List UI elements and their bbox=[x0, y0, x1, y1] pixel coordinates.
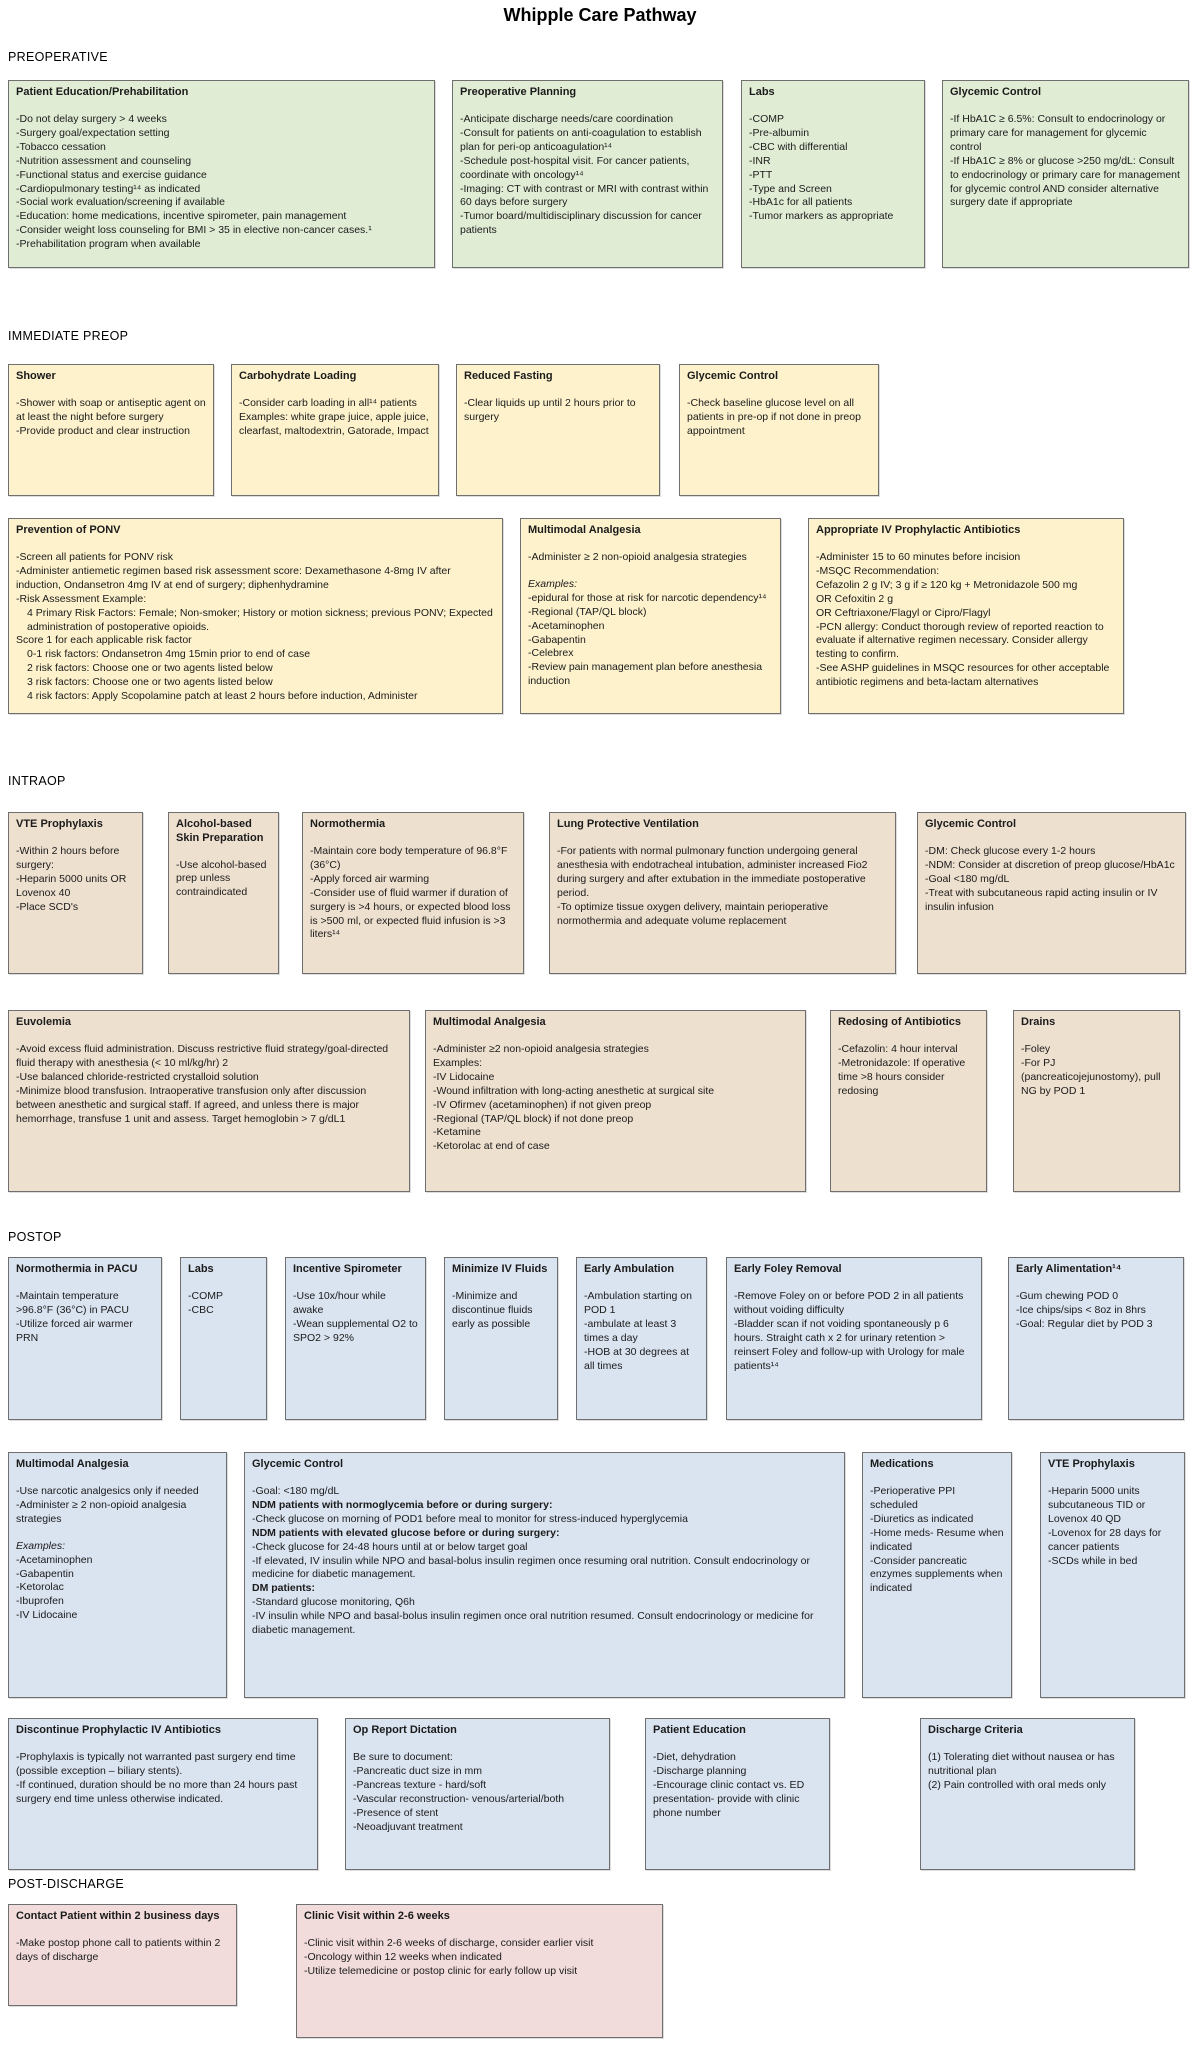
box-title: VTE Prophylaxis bbox=[16, 818, 103, 830]
box-body bbox=[460, 113, 715, 239]
box-line: -Schedule post-hospital visit. For cancer patients, coordinate with oncology¹⁴ bbox=[460, 154, 690, 181]
box-line: -ambulate at least 3 times a day bbox=[584, 1317, 677, 1344]
box-line: -IV Lidocaine bbox=[433, 1070, 495, 1083]
box-line: -Metronidazole: If operative time >8 hours consider redosing bbox=[838, 1056, 966, 1097]
box-body bbox=[687, 397, 871, 439]
box-body bbox=[925, 845, 1178, 915]
box-preoperative-glycemic-control bbox=[942, 80, 1189, 268]
box-title: Medications bbox=[870, 1458, 934, 1470]
box-line: -Celebrex bbox=[528, 647, 574, 660]
box-line: -Utilize telemedicine or postop clinic for early follow up visit bbox=[304, 1964, 578, 1977]
box-postop-minimize-iv-fluids bbox=[444, 1257, 558, 1420]
box-line: -Review pain management plan before anesthesia induction bbox=[528, 661, 763, 688]
box-line: -Treat with subcutaneous rapid acting insulin or IV insulin infusion bbox=[925, 886, 1158, 913]
box-line: Cefazolin 2 g IV; 3 g if ≥ 120 kg + Metronidazole 500 mg bbox=[816, 578, 1078, 591]
box-body bbox=[304, 1937, 655, 1979]
box-body bbox=[950, 113, 1181, 211]
box-line: -Imaging: CT with contrast or MRI with contrast within 60 days before surgery bbox=[460, 182, 709, 209]
box-line: -If continued, duration should be no more than 24 hours past surgery end time unless otherwise indicated. bbox=[16, 1778, 298, 1805]
box-line: -To optimize tissue oxygen delivery, maintain perioperative normothermia and adequate volume replacement bbox=[557, 900, 829, 927]
box-line: -Acetaminophen bbox=[528, 619, 605, 632]
box-body bbox=[16, 397, 206, 439]
box-line: -Consider use of fluid warmer if duration of surgery is >4 hours, or expected blood loss is >500 ml, or expected fluid infusion is >3 liters¹⁴ bbox=[310, 886, 511, 941]
box-line: -Ketamine bbox=[433, 1126, 481, 1139]
box-line: -Tumor board/multidisciplinary discussion for cancer patients bbox=[460, 210, 702, 237]
box-line: -Perioperative PPI scheduled bbox=[870, 1484, 956, 1511]
box-line: -If elevated, IV insulin while NPO and basal-bolus insulin regimen once resuming oral nutrition. Consult endocrinology or medicine for diabetic management. bbox=[252, 1554, 810, 1581]
box-body bbox=[749, 113, 917, 225]
box-title: Preoperative Planning bbox=[460, 86, 577, 98]
box-intraop-alcohol-based-skin-preparation bbox=[168, 812, 279, 974]
box-line: -Avoid excess fluid administration. Discuss restrictive fluid strategy/goal-directed fluid therapy with anesthesia (< 10 ml/kg/hr) 2 bbox=[16, 1042, 389, 1069]
box-line: -Cefazolin: 4 hour interval bbox=[838, 1042, 958, 1055]
box-line: -Shower with soap or antiseptic agent on at least the night before surgery bbox=[16, 396, 206, 423]
box-body bbox=[584, 1290, 699, 1374]
box-title: Shower bbox=[16, 370, 56, 382]
box-preoperative-labs bbox=[741, 80, 925, 268]
box-line: -Discharge planning bbox=[653, 1764, 747, 1777]
box-body bbox=[1016, 1290, 1176, 1332]
box-line: Be sure to document: bbox=[353, 1750, 453, 1763]
box-line: -Neoadjuvant treatment bbox=[353, 1820, 463, 1833]
box-line: -Lovenox for 28 days for cancer patients bbox=[1048, 1526, 1162, 1553]
section-label-post-discharge: POST-DISCHARGE bbox=[8, 1877, 125, 1891]
box-line: -Use balanced chloride-restricted crystalloid solution bbox=[16, 1070, 259, 1083]
box-body bbox=[16, 1937, 229, 1965]
box-line: -Prophylaxis is typically not warranted past surgery end time (possible exception – biliary stents). bbox=[16, 1750, 296, 1777]
box-preoperative-preoperative-planning bbox=[452, 80, 723, 268]
box-line: -See ASHP guidelines in MSQC resources for other acceptable antibiotic regimens and beta-lactam alternatives bbox=[816, 662, 1110, 689]
box-intraop-glycemic-control bbox=[917, 812, 1186, 974]
box-immediate-preop-carbohydrate-loading bbox=[231, 364, 439, 496]
box-title: Lung Protective Ventilation bbox=[557, 818, 699, 830]
box-line: Examples: bbox=[16, 1539, 66, 1552]
box-title: VTE Prophylaxis bbox=[1048, 1458, 1135, 1470]
box-body bbox=[838, 1043, 979, 1099]
box-line: -Presence of stent bbox=[353, 1806, 439, 1819]
box-postop-glycemic-control bbox=[244, 1452, 845, 1698]
box-line: -Consider carb loading in all¹⁴ patients bbox=[239, 396, 417, 409]
box-line: -Cardiopulmonary testing¹⁴ as indicated bbox=[16, 182, 201, 195]
box-line: -Functional status and exercise guidance bbox=[16, 168, 207, 181]
box-line: -Heparin 5000 units subcutaneous TID or Lovenox 40 QD bbox=[1048, 1484, 1146, 1525]
box-body bbox=[176, 859, 271, 901]
box-line: -If HbA1C ≥ 8% or glucose >250 mg/dL: Consult to endocrinology or primary care for management for glycemic control AND consider alternative surgery date if appropriate bbox=[950, 154, 1180, 209]
box-line: -Consider pancreatic enzymes supplements when indicated bbox=[870, 1554, 1003, 1595]
section-label-postop: POSTOP bbox=[8, 1230, 62, 1244]
box-line: 3 risk factors: Choose one or two agents listed below bbox=[27, 676, 273, 689]
box-postop-multimodal-analgesia bbox=[8, 1452, 227, 1698]
box-title: Early Ambulation bbox=[584, 1263, 675, 1275]
box-line: -HbA1c for all patients bbox=[749, 196, 853, 209]
box-title: Drains bbox=[1021, 1016, 1056, 1028]
box-line: (1) Tolerating diet without nausea or has nutritional plan bbox=[928, 1750, 1115, 1777]
box-postop-op-report-dictation bbox=[345, 1718, 610, 1870]
box-line: -Maintain temperature >96.8°F (36°C) in PACU bbox=[16, 1289, 129, 1316]
box-postop-early-ambulation bbox=[576, 1257, 707, 1420]
box-title: Discontinue Prophylactic IV Antibiotics bbox=[16, 1724, 221, 1736]
box-line: -Social work evaluation/screening if available bbox=[16, 196, 225, 209]
box-body bbox=[293, 1290, 418, 1346]
box-immediate-preop-multimodal-analgesia bbox=[520, 518, 781, 714]
box-preoperative-patient-education-prehabilitation bbox=[8, 80, 435, 268]
box-intraop-redosing-of-antibiotics bbox=[830, 1010, 987, 1192]
box-title: Normothermia bbox=[310, 818, 386, 830]
box-line: 4 Primary Risk Factors: Female; Non-smoker; History or motion sickness; previous PONV; Expected administration of postoperative opioids. bbox=[27, 606, 493, 633]
box-line: -Administer ≥ 2 non-opioid analgesia strategies bbox=[528, 550, 747, 563]
box-immediate-preop-prevention-of-ponv bbox=[8, 518, 503, 714]
box-title: Glycemic Control bbox=[687, 370, 779, 382]
box-line: -Encourage clinic contact vs. ED presentation- provide with clinic phone number bbox=[653, 1778, 805, 1819]
box-line: Examples: white grape juice, apple juice, clearfast, maltodextrin, Gatorade, Impact bbox=[239, 410, 429, 437]
box-line: -Ibuprofen bbox=[16, 1595, 64, 1608]
box-postop-discontinue-prophylactic-iv-antibiotics bbox=[8, 1718, 318, 1870]
box-title: Labs bbox=[749, 86, 775, 98]
box-body bbox=[16, 1290, 154, 1346]
box-line: -Acetaminophen bbox=[16, 1553, 93, 1566]
box-line: OR Ceftriaxone/Flagyl or Cipro/Flagyl bbox=[816, 606, 991, 619]
box-body bbox=[310, 845, 516, 943]
box-line: -Consult for patients on anti-coagulation to establish plan for peri-op anticoagulation¹⁴ bbox=[460, 126, 702, 153]
box-line: -Nutrition assessment and counseling bbox=[16, 154, 192, 167]
box-line: -Anticipate discharge needs/care coordination bbox=[460, 112, 674, 125]
box-line: -Diet, dehydration bbox=[653, 1750, 736, 1763]
box-line: -PTT bbox=[749, 168, 773, 181]
box-title: Minimize IV Fluids bbox=[452, 1263, 548, 1275]
box-line: -Gabapentin bbox=[528, 633, 586, 646]
box-postop-early-foley-removal bbox=[726, 1257, 982, 1420]
box-title: Patient Education bbox=[653, 1724, 746, 1736]
box-line: 2 risk factors: Choose one or two agents listed below bbox=[27, 662, 273, 675]
box-line: -Wean supplemental O2 to SPO2 > 92% bbox=[293, 1317, 418, 1344]
box-line: -IV Ofirmev (acetaminophen) if not given preop bbox=[433, 1098, 652, 1111]
box-line: -MSQC Recommendation: bbox=[816, 564, 940, 577]
box-intraop-multimodal-analgesia bbox=[425, 1010, 806, 1192]
box-line: -Maintain core body temperature of 96.8°F (36°C) bbox=[310, 844, 508, 871]
box-line: -Gum chewing POD 0 bbox=[1016, 1289, 1119, 1302]
box-line: -INR bbox=[749, 154, 771, 167]
box-line: -Administer ≥ 2 non-opioid analgesia strategies bbox=[16, 1498, 187, 1525]
box-immediate-preop-reduced-fasting bbox=[456, 364, 660, 496]
box-line: -For patients with normal pulmonary function undergoing general anesthesia with endotracheal intubation, administer increased Fio2 during surgery and after extubation in the immediate postoperative period. bbox=[557, 844, 868, 899]
box-line: -Standard glucose monitoring, Q6h bbox=[252, 1596, 415, 1609]
box-postop-patient-education bbox=[645, 1718, 830, 1870]
box-line: Score 1 for each applicable risk factor bbox=[16, 634, 192, 647]
box-line: -Type and Screen bbox=[749, 182, 832, 195]
box-line: -Utilize forced air warmer PRN bbox=[16, 1317, 133, 1344]
box-line: -Pre-albumin bbox=[749, 126, 810, 139]
box-line: -Check baseline glucose level on all patients in pre-op if not done in preop appointment bbox=[687, 396, 861, 437]
box-line: -Prehabilitation program when available bbox=[16, 238, 201, 251]
box-line: Examples: bbox=[528, 577, 578, 590]
box-title: Op Report Dictation bbox=[353, 1724, 457, 1736]
box-line: DM patients: bbox=[252, 1582, 315, 1595]
box-line: -Clear liquids up until 2 hours prior to surgery bbox=[464, 396, 636, 423]
box-line: -Check glucose for 24-48 hours until at or below target goal bbox=[252, 1540, 528, 1553]
box-postop-incentive-spirometer bbox=[285, 1257, 426, 1420]
box-line: -Regional (TAP/QL block) bbox=[528, 605, 647, 618]
box-body bbox=[928, 1751, 1127, 1793]
box-intraop-lung-protective-ventilation bbox=[549, 812, 896, 974]
box-line: -CBC with differential bbox=[749, 140, 848, 153]
box-line: -Within 2 hours before surgery: bbox=[16, 844, 120, 871]
box-line: -COMP bbox=[749, 112, 784, 125]
box-body bbox=[16, 845, 135, 915]
box-body bbox=[464, 397, 652, 425]
box-line: -Use narcotic analgesics only if needed bbox=[16, 1484, 199, 1497]
box-title: Discharge Criteria bbox=[928, 1724, 1023, 1736]
box-line: -HOB at 30 degrees at all times bbox=[584, 1345, 690, 1372]
box-line: -Administer ≥2 non-opioid analgesia strategies bbox=[433, 1042, 649, 1055]
box-title: Alcohol-based Skin Preparation bbox=[176, 818, 264, 844]
box-line: -Goal: Regular diet by POD 3 bbox=[1016, 1317, 1153, 1330]
box-body bbox=[433, 1043, 798, 1155]
box-line: -DM: Check glucose every 1-2 hours bbox=[925, 844, 1096, 857]
box-line: -Home meds- Resume when indicated bbox=[870, 1526, 1004, 1553]
box-body bbox=[16, 1485, 219, 1624]
box-postop-labs bbox=[180, 1257, 267, 1420]
box-line: -If HbA1C ≥ 6.5%: Consult to endocrinology or primary care for management for glycemic control bbox=[950, 112, 1166, 153]
section-label-immediate-preop: IMMEDIATE PREOP bbox=[8, 329, 129, 343]
box-title: Carbohydrate Loading bbox=[239, 370, 357, 382]
box-line: -Ambulation starting on POD 1 bbox=[584, 1289, 692, 1316]
box-line: -Administer antiemetic regimen based risk assessment score: Dexamethasone 4-8mg IV after induction, Ondansetron 4mg IV at end of surgery; diphenhydramine bbox=[16, 564, 451, 591]
box-line: -Make postop phone call to patients within 2 days of discharge bbox=[16, 1936, 221, 1963]
box-title: Glycemic Control bbox=[252, 1458, 344, 1470]
box-line: -Screen all patients for PONV risk bbox=[16, 550, 173, 563]
box-line: -SCDs while in bed bbox=[1048, 1554, 1138, 1567]
box-immediate-preop-shower bbox=[8, 364, 214, 496]
box-line: -CBC bbox=[188, 1303, 214, 1316]
box-line: -For PJ (pancreaticojejunostomy), pull NG by POD 1 bbox=[1021, 1056, 1161, 1097]
box-body bbox=[16, 113, 427, 253]
box-line: -Tobacco cessation bbox=[16, 140, 106, 153]
box-body bbox=[16, 1751, 310, 1807]
box-line: -Pancreatic duct size in mm bbox=[353, 1764, 482, 1777]
box-body bbox=[734, 1290, 974, 1374]
box-line: -Surgery goal/expectation setting bbox=[16, 126, 170, 139]
box-line: -Provide product and clear instruction bbox=[16, 424, 190, 437]
box-postop-vte-prophylaxis bbox=[1040, 1452, 1185, 1698]
box-line: 0-1 risk factors: Ondansetron 4mg 15min prior to end of case bbox=[27, 648, 311, 661]
box-line-spacer bbox=[16, 1527, 219, 1540]
box-line: -Clinic visit within 2-6 weeks of discharge, consider earlier visit bbox=[304, 1936, 594, 1949]
box-postop-discharge-criteria bbox=[920, 1718, 1135, 1870]
box-line: -Check glucose on morning of POD1 before meal to monitor for stress-induced hyperglycemia bbox=[252, 1512, 688, 1525]
box-line: -Do not delay surgery > 4 weeks bbox=[16, 112, 167, 125]
box-title: Normothermia in PACU bbox=[16, 1263, 138, 1275]
box-line: -Use alcohol-based prep unless contraindicated bbox=[176, 858, 267, 899]
box-line: -Goal <180 mg/dL bbox=[925, 872, 1010, 885]
box-line: -epidural for those at risk for narcotic dependency¹⁴ bbox=[528, 591, 767, 604]
box-body bbox=[557, 845, 888, 929]
box-line: 4 risk factors: Apply Scopolamine patch at least 2 hours before induction, Administer bbox=[27, 690, 418, 703]
box-line-spacer bbox=[528, 565, 773, 578]
box-line: OR Cefoxitin 2 g bbox=[816, 592, 894, 605]
box-body bbox=[188, 1290, 259, 1318]
box-title: Contact Patient within 2 business days bbox=[16, 1910, 220, 1922]
box-title: Patient Education/Prehabilitation bbox=[16, 86, 189, 98]
box-line: -Use 10x/hour while awake bbox=[293, 1289, 386, 1316]
box-title: Labs bbox=[188, 1263, 214, 1275]
box-line: NDM patients with normoglycemia before or during surgery: bbox=[252, 1498, 553, 1511]
box-body bbox=[653, 1751, 822, 1821]
box-line: -Risk Assessment Example: bbox=[16, 592, 147, 605]
box-line: -Bladder scan if not voiding spontaneously p 6 hours. Straight cath x 2 for urinary retention > reinsert Foley and follow-up with Urology for male patients¹⁴ bbox=[734, 1317, 965, 1372]
page-title: Whipple Care Pathway bbox=[503, 5, 697, 25]
box-intraop-normothermia bbox=[302, 812, 524, 974]
box-title: Euvolemia bbox=[16, 1016, 72, 1028]
box-line: -Wound infiltration with long-acting anesthetic at surgical site bbox=[433, 1084, 715, 1097]
box-line: -Regional (TAP/QL block) if not done preop bbox=[433, 1112, 634, 1125]
box-line: (2) Pain controlled with oral meds only bbox=[928, 1778, 1106, 1791]
box-line: -Minimize and discontinue fluids early as possible bbox=[452, 1289, 533, 1330]
box-intraop-vte-prophylaxis bbox=[8, 812, 143, 974]
box-line: -Vascular reconstruction- venous/arterial/both bbox=[353, 1792, 565, 1805]
box-line: Examples: bbox=[433, 1056, 483, 1069]
box-body bbox=[353, 1751, 602, 1835]
box-line: -Education: home medications, incentive spirometer, pain management bbox=[16, 210, 347, 223]
box-postop-early-alimentation bbox=[1008, 1257, 1184, 1420]
box-body bbox=[252, 1485, 837, 1638]
box-line: -Ice chips/sips < 8oz in 8hrs bbox=[1016, 1303, 1146, 1316]
box-body bbox=[1021, 1043, 1172, 1099]
box-title: Appropriate IV Prophylactic Antibiotics bbox=[816, 524, 1021, 536]
box-body bbox=[452, 1290, 550, 1332]
box-title: Reduced Fasting bbox=[464, 370, 553, 382]
box-body bbox=[1048, 1485, 1177, 1569]
box-immediate-preop-appropriate-iv-prophylactic-antibiotics bbox=[808, 518, 1124, 714]
box-body bbox=[239, 397, 431, 439]
box-body bbox=[528, 551, 773, 690]
box-line: -IV insulin while NPO and basal-bolus insulin regimen once oral nutrition resumed. Consult endocrinology or medicine for diabetic management. bbox=[252, 1610, 814, 1637]
box-title: Multimodal Analgesia bbox=[528, 524, 641, 536]
box-body bbox=[816, 551, 1116, 691]
box-line: -NDM: Consider at discretion of preop glucose/HbA1c bbox=[925, 858, 1175, 871]
box-body bbox=[870, 1485, 1004, 1597]
box-immediate-preop-glycemic-control bbox=[679, 364, 879, 496]
box-line: -Gabapentin bbox=[16, 1567, 74, 1580]
box-title: Glycemic Control bbox=[950, 86, 1042, 98]
section-label-preoperative: PREOPERATIVE bbox=[8, 50, 108, 64]
box-line: -Tumor markers as appropriate bbox=[749, 210, 894, 223]
box-line: -Apply forced air warming bbox=[310, 872, 430, 885]
box-title: Early Foley Removal bbox=[734, 1263, 842, 1275]
box-post-discharge-contact-patient-within-2-business-days bbox=[8, 1904, 237, 2006]
box-body bbox=[16, 1043, 402, 1127]
box-line: -Heparin 5000 units OR Lovenox 40 bbox=[16, 872, 127, 899]
box-line: -Foley bbox=[1021, 1042, 1051, 1055]
box-title: Redosing of Antibiotics bbox=[838, 1016, 962, 1028]
box-line: -PCN allergy: Conduct thorough review of reported reaction to evaluate if alternative regimen necessary. Consider allergy testing to confirm. bbox=[816, 620, 1104, 661]
section-label-intraop: INTRAOP bbox=[8, 774, 66, 788]
box-post-discharge-clinic-visit-within-2-6-weeks bbox=[296, 1904, 663, 2038]
box-intraop-drains bbox=[1013, 1010, 1180, 1192]
box-line: -Ketorolac at end of case bbox=[433, 1140, 550, 1153]
box-line: -Ketorolac bbox=[16, 1581, 64, 1594]
box-body bbox=[16, 551, 495, 704]
box-title: Glycemic Control bbox=[925, 818, 1017, 830]
box-line: -Pancreas texture - hard/soft bbox=[353, 1778, 487, 1791]
box-line: -Oncology within 12 weeks when indicated bbox=[304, 1950, 502, 1963]
box-postop-normothermia-in-pacu bbox=[8, 1257, 162, 1420]
box-line: -Diuretics as indicated bbox=[870, 1512, 974, 1525]
box-line: NDM patients with elevated glucose before or during surgery: bbox=[252, 1526, 560, 1539]
box-line: -Consider weight loss counseling for BMI > 35 in elective non-cancer cases.¹ bbox=[16, 224, 372, 237]
box-title: Early Alimentation¹⁴ bbox=[1016, 1263, 1122, 1275]
box-title: Clinic Visit within 2-6 weeks bbox=[304, 1910, 450, 1922]
box-title: Multimodal Analgesia bbox=[16, 1458, 129, 1470]
box-line: -Administer 15 to 60 minutes before incision bbox=[816, 550, 1021, 563]
box-line: -Minimize blood transfusion. Intraoperative transfusion only after discussion between anesthetic and surgical staff. If agreed, and unless there is major hemorrhage, transfuse 1 unit and assess. Target hemoglobin > 7 g/dL1 bbox=[16, 1084, 367, 1125]
box-line: -COMP bbox=[188, 1289, 223, 1302]
box-postop-medications bbox=[862, 1452, 1012, 1698]
box-line: -Place SCD's bbox=[16, 900, 79, 913]
box-intraop-euvolemia bbox=[8, 1010, 410, 1192]
box-line: -Remove Foley on or before POD 2 in all patients without voiding difficulty bbox=[734, 1289, 964, 1316]
box-line: -IV Lidocaine bbox=[16, 1609, 78, 1622]
box-title: Multimodal Analgesia bbox=[433, 1016, 546, 1028]
box-title: Incentive Spirometer bbox=[293, 1263, 402, 1275]
box-title: Prevention of PONV bbox=[16, 524, 121, 536]
box-line: -Goal: <180 mg/dL bbox=[252, 1484, 340, 1497]
